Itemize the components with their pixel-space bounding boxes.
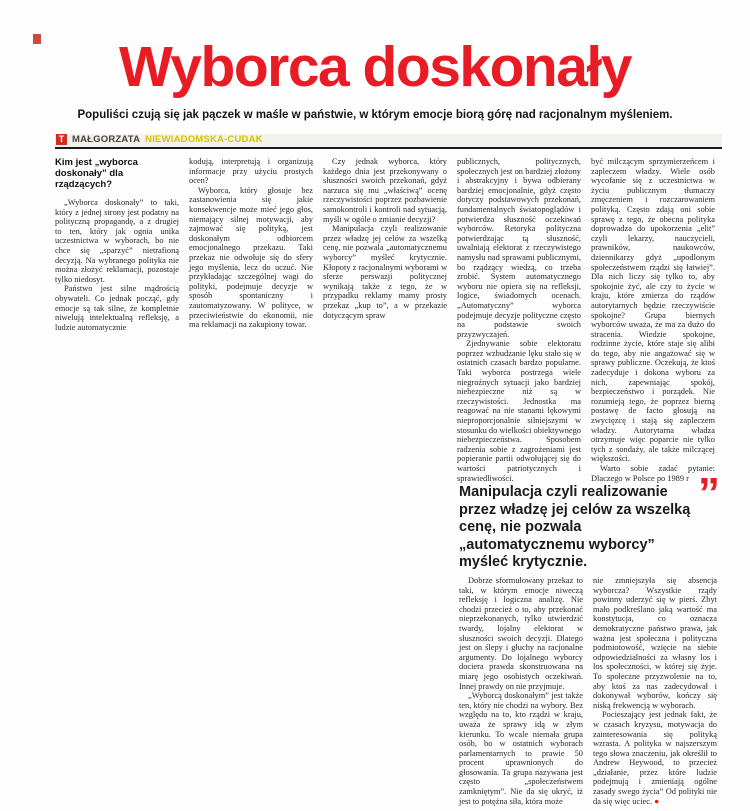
paragraph: Wyborca, który głosuje bez zastanowienia się jakie konsekwencje może mieć jego głos, niemający silnej motywacji, aby zajmować się polityką, jest doskonałym odbiorcem emocjonalnego przekazu. Taki przekaz nie odwołuje się do sfery jego myślenia, lecz do uczuć. Nie przykładając szczególnej wagi do polityki, podejmuje decyzje w sposób spontaniczny i zautomatyzowany. W polityce, w przeciwieństwie do ekonomii, nie ma reklamacji na zakupiony towar. bbox=[189, 185, 313, 330]
column-5 bbox=[591, 157, 715, 483]
article-title: Wyborca doskonały bbox=[119, 35, 631, 99]
bottom-column-1 bbox=[459, 576, 583, 806]
section-heading: Kim jest „wyborca doskonały” dla rządzących? bbox=[55, 157, 138, 190]
column-1 bbox=[55, 157, 179, 483]
author-first-name: MAŁGORZATA bbox=[72, 134, 141, 145]
article-subtitle: Populiści czują się jak pączek w maśle w państwie, w którym emocje biorą górę nad racjonalnym myśleniem. bbox=[77, 109, 673, 121]
paragraph-text: Pocieszający jest jednak fakt, że w czasach kryzysu, motywacja do zainteresowania się polityką wzrasta. A polityka w najszerszym tego słowa znaczeniu, jak określił to Andrew Heywood, to przecież „działanie, przez które ludzie podejmują i zmieniają ogólne zasady swego życia” Od polityki nie da się więc uciec. bbox=[593, 710, 717, 806]
column-4 bbox=[457, 157, 581, 483]
column-2 bbox=[189, 157, 313, 483]
quotation-mark-icon: ” bbox=[698, 469, 720, 518]
bottom-column-2 bbox=[593, 576, 717, 806]
paragraph: nie zmniejszyła się absencja wyborcza? Wszystkie rządy powinny uderzyć się w pierś. Zbyt mało podkreślano jaką wartość ma konstytucja, co oznacza demokratyczne państwo prawa, jak ważna jest społeczna i polityczna podmiotowość, wzięcie na siebie odpowiedzialności za własny los i los społeczności, w której się żyje. To społeczne przyzwolenie na to, aby ktoś za nas zadecydował i dokonywał wyborów, kończy się niską frekwencją w wyborach. bbox=[593, 576, 717, 710]
byline-bar bbox=[55, 134, 722, 149]
article-bottom-columns bbox=[459, 576, 722, 806]
publication-badge-icon: T bbox=[56, 134, 67, 145]
article-top-columns bbox=[55, 157, 722, 483]
paragraph: Manipulacja czyli realizowanie przez władzę jej celów za wszelką cenę, nie pozwala „automatycznemu wyborcy” myśleć krytycznie. Kłopoty z racjonalnymi wyborami w sferze perswazji politycznej wynikają także z tego, że w przypadku reklamy mamy prosty przekaz „kup to”, a w przekazie dotyczącym spraw bbox=[323, 224, 447, 320]
paragraph: Państwo jest silne mądrością obywateli. Co jednak począć, gdy emocje są tak silne, że kompletnie niwelują intelektualną refleksję, a ludzie automatycznie bbox=[55, 284, 179, 332]
paragraph: publicznych, politycznych, społecznych jest on bardziej złożony i abstrakcyjny i bywa odbierany bardziej emocjonalnie, gdyż często dotyczy podstawowych przekonań, fundamentalnych światopoglądów i potwierdza słuszność oczekiwań wyborców. Retoryka polityczna potwierdzając tą słuszność, uwalniają elektorat z rzeczywistego namysłu nad sprawami publicznymi, bo rządzący wiedzą, co trzeba zrobić. System automatycznego wyboru nie opiera się na refleksji, logice, świadomych ocenach. „Automatyczny” wyborca podejmuje decyzje polityczne często na podstawie swoich przyzwyczajeń. bbox=[457, 157, 581, 339]
paragraph: Dobrze sformułowany przekaz to taki, w którym emocje niweczą refleksję i logiczna analizę. Nie chodzi przecież o to, aby przekonać nieprzekonanych, tylko utwierdzić twardy, lojalny elektorat w słuszności swoich decyzji. Dlatego jest on ślepy i głuchy na racjonalne argumenty. Do lojalnego wyborcy dociera prawda skonstruowana na miarę jego osobistych oczekiwań. Innej prawdy on nie przyjmuje. bbox=[459, 576, 583, 691]
paragraph bbox=[593, 710, 717, 806]
paragraph: „Wyborca doskonały” to taki, który z jednej strony jest podatny na polityczną propagandę, a z drugiej to ten, który jak ognia unika uczestnictwa w wyborach, bo nie chce się „sparzyć” nietrafioną decyzją. Na wybranego polityka nie można złożyć reklamacji, pozostaje tylko niedosyt. bbox=[55, 198, 179, 284]
paragraph: być milczącym sprzymierzeńcem i zapleczem władzy. Wiele osób wycofanie się z uczestnictwa w życiu publicznym tłumaczy zmęczeniem i rozczarowaniem polityką. Często zdają oni sobie sprawę z tego, że obecna polityka doprowadza do upokorzenia „elit” czyli lekarzy, nauczycieli, prawników, naukowców, dziennikarzy gdyż „upodlonym społeczeństwem rządzi się łatwiej”. Dla nich liczy się tylko to, aby spokojnie żyć, ale czy to życie w kraju, które zmierza do rządów autorytarnych będzie rzeczywiście spokojne? Grupa biernych wyborców uważa, że ma za dużo do stracenia. Wiedzie spokojne, rodzinne życie, które staje się alibi do tego, aby nie angażować się w sprawy publiczne. Oczekują, że ktoś zadecyduje i dokona wyboru za nich, zapewniając spokój, bezpieczeństwo i porządek. Nie rozumieją tego, że poprzez bierną postawę de facto głosują na zwycięzcę i stają się zapleczem władzy. Autorytarna władza otrzymuje więc poparcie nie tylko tych z sondaży, ale także milczącej większości. bbox=[591, 157, 715, 464]
paragraph: kodują, interpretują i organizują informacje przy użyciu prostych ocen? bbox=[189, 157, 313, 186]
paragraph: Warto sobie zadać pytanie: Dlaczego w Polsce po 1989 r bbox=[591, 464, 715, 483]
paragraph: „Wyborcą doskonałym” jest także ten, który nie chodzi na wybory. Bez względu na to, kto rządzi w kraju, uważa że sprawy idą w złym kierunku. To wcale niemała grupa osób, bo w ostatnich wyborach parlamentarnych to prawie 50 procent uprawnionych do głosowania. Ta grupa nazywana jest często „społeczeństwem zamkniętym”. Nie da się ukryć, iż jest to potężna siła, która może bbox=[459, 691, 583, 806]
pull-quote-text: Manipulacja czyli realizowanie przez władzę jej celów za wszelką cenę, nie pozwala „automatycznemu wyborcy” myśleć krytycznie. bbox=[459, 484, 691, 570]
article-end-marker: ● bbox=[654, 795, 660, 806]
column-3 bbox=[323, 157, 447, 483]
author-last-name: NIEWIADOMSKA-CUDAK bbox=[145, 134, 263, 145]
paragraph: Zjednywanie sobie elektoratu poprzez wzbudzanie lęku stało się w ostatnich czasach bardzo popularne. Taki wyborca postrzega wiele niegroźnych sytuacji jako bardziej niebezpieczne niż są w rzeczywistości. Jednostka ma reagować na nie stanami lękowymi nieproporcjonalnie silniejszymi w stosunku do wielkości obiektywnego niebezpieczeństwa. Sposobem radzenia sobie z zagrożeniami jest popieranie partii odwołującej się do wartości patriotycznych i sprawiedliwości. bbox=[457, 339, 581, 483]
paragraph: Czy jednak wyborca, który każdego dnia jest przekonywany o słuszności swoich przekonań, gdyż narzuca się mu „właściwą” ocenę rzeczywistości poprzez pozbawienie samokontroli i kontroli nad sytuacją, myśli w ogóle o zmianie decyzji? bbox=[323, 157, 447, 224]
